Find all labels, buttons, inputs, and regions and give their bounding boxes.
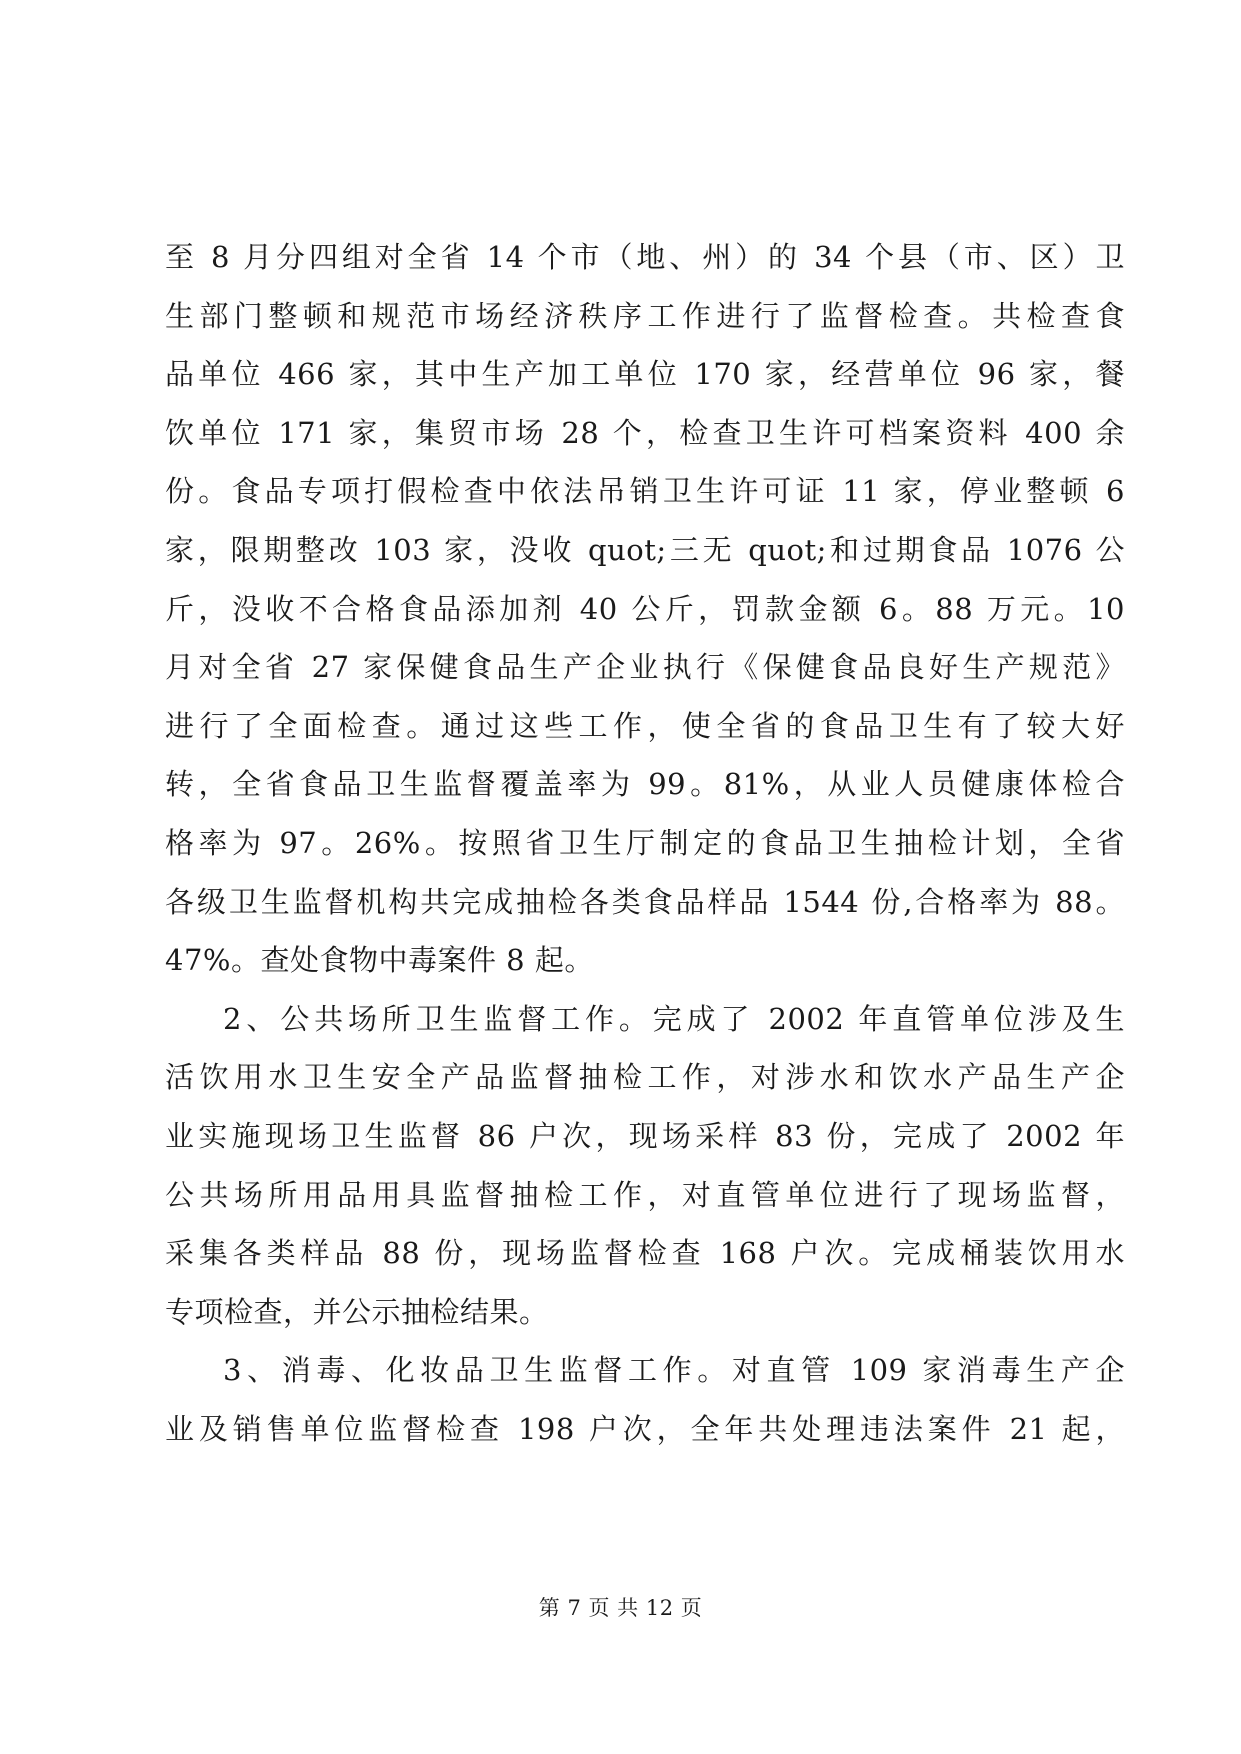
text-line: 各级卫生监督机构共完成抽检各类食品样品 1544 份,合格率为 88。 [165,884,1125,919]
text-line: 47%。查处食物中毒案件 8 起。 [165,943,594,978]
text-line: 斤，没收不合格食品添加剂 40 公斤，罚款金额 6。88 万元。10 [165,591,1125,626]
text-line: 专项检查，并公示抽检结果。 [165,1294,549,1329]
text-line: 业及销售单位监督检查 198 户次，全年共处理违法案件 21 起， [165,1411,1125,1446]
text-line: 格率为 97。26%。按照省卫生厅制定的食品卫生抽检计划，全省 [165,825,1125,860]
text-line: 采集各类样品 88 份，现场监督检查 168 户次。完成桶装饮用水 [165,1236,1125,1271]
text-line: 饮单位 171 家，集贸市场 28 个，检查卫生许可档案资料 400 余 [165,415,1125,450]
text-line: 月对全省 27 家保健食品生产企业执行《保健食品良好生产规范》 [165,650,1125,685]
text-line: 活饮用水卫生安全产品监督抽检工作，对涉水和饮水产品生产企 [165,1060,1125,1095]
text-line: 转，全省食品卫生监督覆盖率为 99。81%，从业人员健康体检合 [165,767,1125,802]
text-line: 进行了全面检查。通过这些工作，使全省的食品卫生有了较大好 [165,708,1125,743]
body-text [165,228,1125,1458]
text-line: 业实施现场卫生监督 86 户次，现场采样 83 份，完成了 2002 年 [165,1118,1125,1153]
paragraph-start-line: 2、公共场所卫生监督工作。完成了 2002 年直管单位涉及生 [223,1001,1125,1036]
page-number-footer: 第 7 页 共 12 页 [538,1596,703,1620]
text-line: 份。食品专项打假检查中依法吊销卫生许可证 11 家，停业整顿 6 [165,474,1125,509]
text-line: 生部门整顿和规范市场经济秩序工作进行了监督检查。共检查食 [165,298,1125,333]
text-line: 公共场所用品用具监督抽检工作，对直管单位进行了现场监督， [165,1177,1125,1212]
text-line: 品单位 466 家，其中生产加工单位 170 家，经营单位 96 家，餐 [165,357,1125,392]
text-line: 家，限期整改 103 家，没收 quot;三无 quot;和过期食品 1076 公 [165,532,1125,567]
text-line: 至 8 月分四组对全省 14 个市（地、州）的 34 个县（市、区）卫 [165,240,1125,274]
paragraph-start-line: 3、消毒、化妆品卫生监督工作。对直管 109 家消毒生产企 [223,1353,1125,1388]
